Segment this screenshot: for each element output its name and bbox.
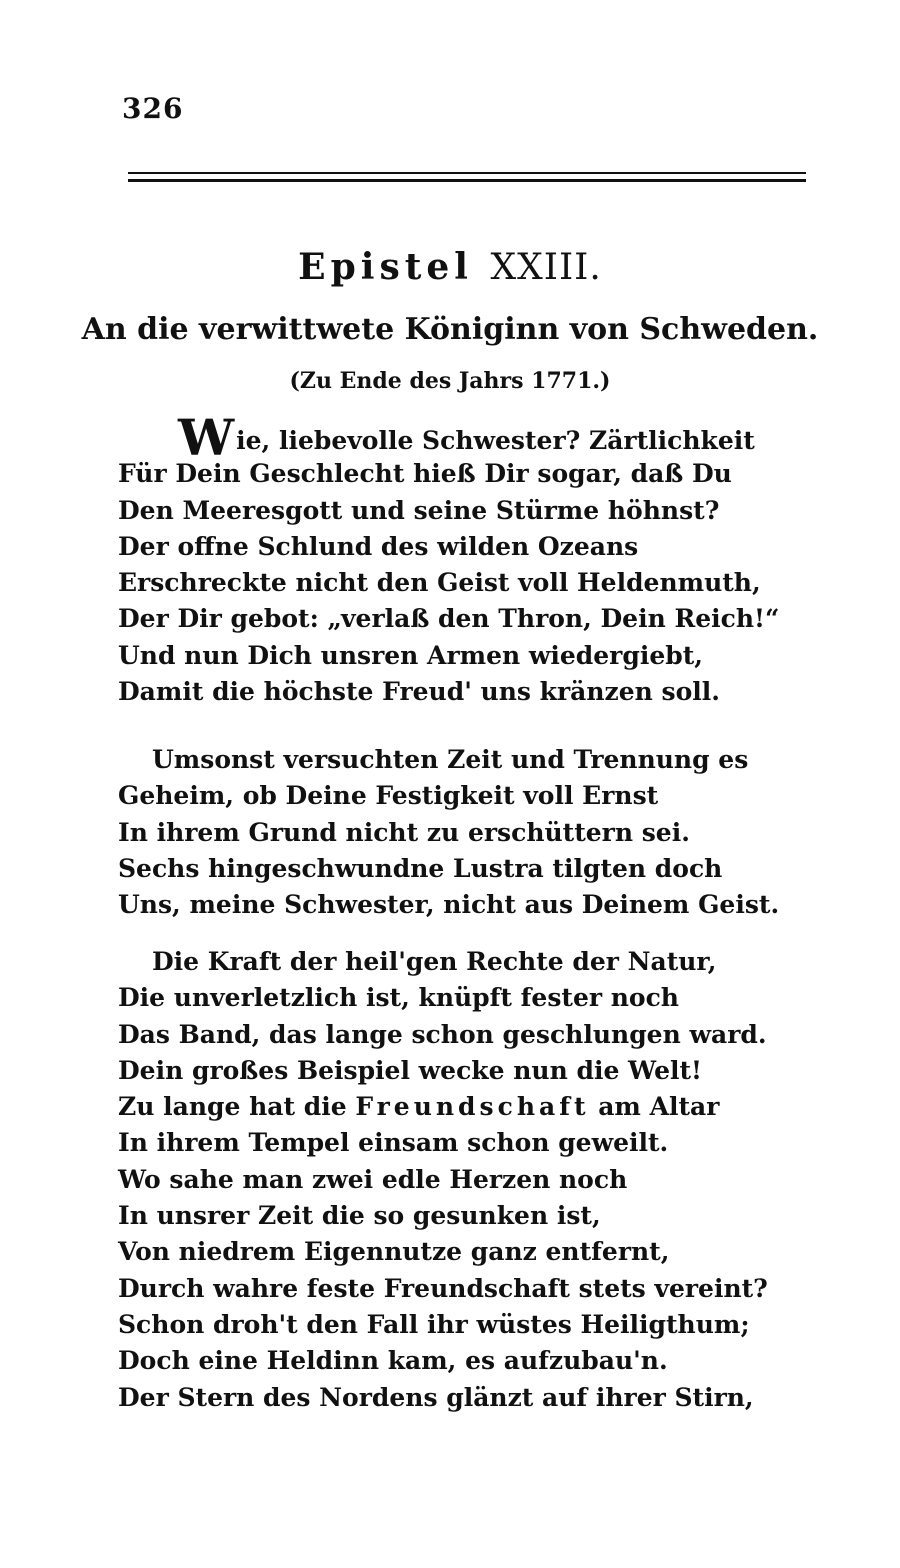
verse-line: Doch eine Heldinn kam, es aufzubau'n.	[118, 1346, 668, 1376]
verse-line: Von niedrem Eigennutze ganz entfernt,	[118, 1237, 670, 1267]
verse-line: Durch wahre feste Freundschaft stets vereint?	[118, 1273, 768, 1303]
verse-line: Dein großes Beispiel wecke nun die Welt!	[118, 1055, 703, 1085]
verse-line: Der Dir gebot: „verlaß den Thron, Dein Reich!“	[118, 604, 780, 634]
spaced-emphasis: Freundschaft	[355, 1092, 590, 1122]
verse-line: In ihrem Grund nicht zu erschüttern sei.	[118, 817, 690, 847]
verse-line: Für Dein Geschlecht hieß Dir sogar, daß Du	[118, 459, 732, 489]
verse-line: In unsrer Zeit die so gesunken ist,	[118, 1201, 601, 1231]
title-word: Epistel	[298, 246, 473, 288]
dateline: (Zu Ende des Jahrs 1771.)	[289, 368, 611, 394]
drop-cap: W	[178, 408, 235, 467]
verse-line: Die Kraft der heil'gen Rechte der Natur,	[152, 947, 717, 976]
verse-line: Das Band, das lange schon geschlungen ward.	[118, 1019, 767, 1049]
header-rule	[128, 172, 806, 174]
verse-line	[118, 408, 818, 467]
stanza-2	[118, 742, 818, 923]
header-rule-thick	[128, 179, 806, 182]
verse-line: Und nun Dich unsren Armen wiedergiebt,	[118, 640, 703, 670]
verse-line: Schon droh't den Fall ihr wüstes Heiligthum;	[118, 1309, 750, 1339]
page-number: 326	[122, 92, 184, 125]
title-numeral: XXIII.	[490, 247, 602, 288]
verse-line: In ihrem Tempel einsam schon geweilt.	[118, 1128, 669, 1158]
verse-line: Die unverletzlich ist, knüpft fester noch	[118, 983, 679, 1013]
verse-line: Der offne Schlund des wilden Ozeans	[118, 531, 639, 561]
verse-line: Der Stern des Nordens glänzt auf ihrer Stirn,	[118, 1382, 754, 1412]
verse-line: Geheim, ob Deine Festigkeit voll Ernst	[118, 781, 659, 811]
stanza-1	[118, 408, 818, 710]
verse-line: Uns, meine Schwester, nicht aus Deinem Geist.	[118, 890, 780, 920]
verse-line	[118, 1089, 818, 1125]
verse-line: Erschreckte nicht den Geist voll Heldenmuth,	[118, 568, 761, 598]
verse-segment: am Altar	[589, 1092, 720, 1122]
epistle-subtitle: An die verwittwete Königinn von Schweden.	[81, 312, 819, 347]
verse-line: Wo sahe man zwei edle Herzen noch	[118, 1164, 628, 1194]
stanza-3	[118, 944, 818, 1416]
verse-line: Damit die höchste Freud' uns kränzen soll.	[118, 677, 720, 707]
verse-line-rest: ie, liebevolle Schwester? Zärtlichkeit	[236, 426, 755, 455]
verse-line: Sechs hingeschwundne Lustra tilgten doch	[118, 853, 723, 883]
verse-line: Umsonst versuchten Zeit und Trennung es	[152, 745, 749, 774]
verse-segment: Zu lange hat die	[118, 1092, 356, 1122]
epistle-title	[0, 246, 900, 288]
verse-line: Den Meeresgott und seine Stürme höhnst?	[118, 495, 720, 525]
